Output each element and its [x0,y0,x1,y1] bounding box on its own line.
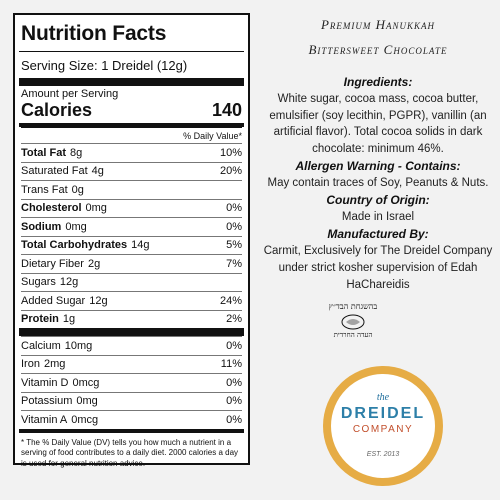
calories-value: 140 [211,100,242,120]
nutrient-daily-value: 0% [226,202,242,215]
nutrient-name: Iron [21,358,40,371]
nutrient-label [21,184,84,196]
mineral-row [21,355,242,374]
logo-inner [331,374,435,478]
daily-value-header: % Daily Value* [21,127,242,143]
nutrient-daily-value: 10% [219,146,242,159]
nutrient-name: Cholesterol [21,202,82,215]
logo-company: COMPANY [352,424,414,435]
nutrient-daily-value: 0% [226,413,242,426]
nutrient-row [21,217,242,236]
nutrient-label [21,221,87,233]
nutrient-amount: 1g [62,313,76,326]
dreidel-company-logo [323,366,443,486]
divider-thick [19,78,244,86]
nutrient-name: Potassium [21,395,73,408]
nutrient-row [21,143,242,162]
ingredients-text: White sugar, cocoa mass, cocoa butter, emulsifier (soy lecithin, PGPR), vanillin (an artificial flavor). Total cocoa solids in dark chocolate: minimum 46%. [269,93,487,156]
nutrient-name: Vitamin A [21,413,68,426]
nutrient-row [21,180,242,199]
ingredients-header: Ingredients: [343,74,413,89]
nutrient-label [21,395,98,407]
nutrient-label [21,276,78,288]
logo-dreidel: DREIDEL [340,405,426,422]
nutrient-amount: 0g [71,183,84,196]
nutrient-label [21,147,82,159]
nutrient-rows [21,143,242,328]
nutrient-amount: 0mcg [71,413,99,426]
divider-thick [19,328,244,336]
nutrient-name: Added Sugar [21,294,86,307]
nutrient-amount: 12g [59,276,79,289]
nutrient-daily-value: 5% [226,239,242,252]
nutrient-daily-value: 24% [219,294,242,307]
nutrient-name: Saturated Fat [21,165,88,178]
mineral-row [21,373,242,392]
nutrient-amount: 2mg [43,358,66,371]
nutrient-label [21,258,100,270]
kosher-hechsher-icon [328,298,378,340]
nutrient-amount: 8g [70,146,83,159]
nutrient-row [21,236,242,255]
mineral-row [21,392,242,411]
nutrient-name: Vitamin D [21,376,69,389]
manufacturer-text: Carmit, Exclusively for The Dreidel Company under strict kosher supervision of Edah HaChareidis [263,245,493,291]
nutrient-row [21,310,242,329]
nutrition-facts-panel [13,13,250,469]
nutrient-label [21,340,92,352]
nutrient-daily-value: 0% [226,220,242,233]
serving-size: Serving Size: 1 Dreidel (12g) [21,58,188,73]
manufacturer-header: Manufactured By: [327,226,429,241]
svg-text:העדה החרדית: העדה החרדית [333,331,373,339]
nutrient-row [21,162,242,181]
nutrient-name: Sugars [21,276,56,289]
nutrient-amount: 14g [131,239,150,252]
nutrient-amount: 10mg [64,339,93,352]
amount-per-serving: Amount per Serving [21,88,119,100]
logo-est: EST. 2013 [366,451,400,458]
nutrient-daily-value: 0% [226,376,242,389]
nutrient-amount: 4g [91,165,104,178]
nutrient-row [21,254,242,273]
footnote: * The % Daily Value (DV) tells you how much a nutrient in a serving of food contributes to a daily diet. 2000 calories a day is used for general nutrition advice. [21,437,239,469]
calories-label: Calories [21,100,93,120]
nutrient-row [21,291,242,310]
nutrient-amount: 0mcg [72,376,100,389]
nutrient-label [21,414,98,426]
nutrient-name: Trans Fat [21,183,68,196]
nutrient-label [21,239,150,251]
svg-text:בהשגחת הבד״ץ: בהשגחת הבד״ץ [328,302,378,311]
product-line-1: Premium Hanukkah [320,17,436,32]
mineral-row [21,336,242,355]
nutrient-daily-value: 20% [219,165,242,178]
mineral-rows [21,336,242,429]
nutrition-title: Nutrition Facts [21,22,167,45]
allergen-text: May contain traces of Soy, Peanuts & Nuts. [267,177,489,190]
logo-the: the [376,392,390,403]
nutrient-amount: 0mg [65,220,87,233]
mineral-row [21,410,242,429]
product-info [256,0,500,293]
product-line-2: Bittersweet Chocolate [308,41,448,57]
nutrient-name: Total Fat [21,146,67,159]
nutrient-label [21,165,104,177]
calories-row [21,100,242,123]
origin-header: Country of Origin: [326,192,430,207]
nutrient-amount: 0mg [85,202,107,215]
nutrient-name: Protein [21,313,59,326]
nutrient-label [21,377,99,389]
nutrient-name: Total Carbohydrates [21,239,128,252]
nutrient-amount: 0mg [76,395,98,408]
nutrient-label [21,295,108,307]
nutrient-label [21,313,75,325]
nutrient-name: Dietary Fiber [21,257,84,270]
nutrient-label [21,202,107,214]
nutrient-name: Sodium [21,220,62,233]
nutrient-daily-value: 2% [226,313,242,326]
nutrient-amount: 12g [89,294,108,307]
nutrient-daily-value: 11% [220,358,242,371]
nutrient-daily-value: 0% [226,395,242,408]
allergen-header: Allergen Warning - Contains: [295,158,461,173]
nutrient-daily-value: 0% [226,339,242,352]
nutrient-daily-value: 7% [226,257,242,270]
nutrient-label [21,358,65,370]
nutrient-amount: 2g [87,257,101,270]
nutrient-row [21,199,242,218]
nutrient-row [21,273,242,292]
origin-text: Made in Israel [341,211,415,224]
nutrient-name: Calcium [21,339,61,352]
